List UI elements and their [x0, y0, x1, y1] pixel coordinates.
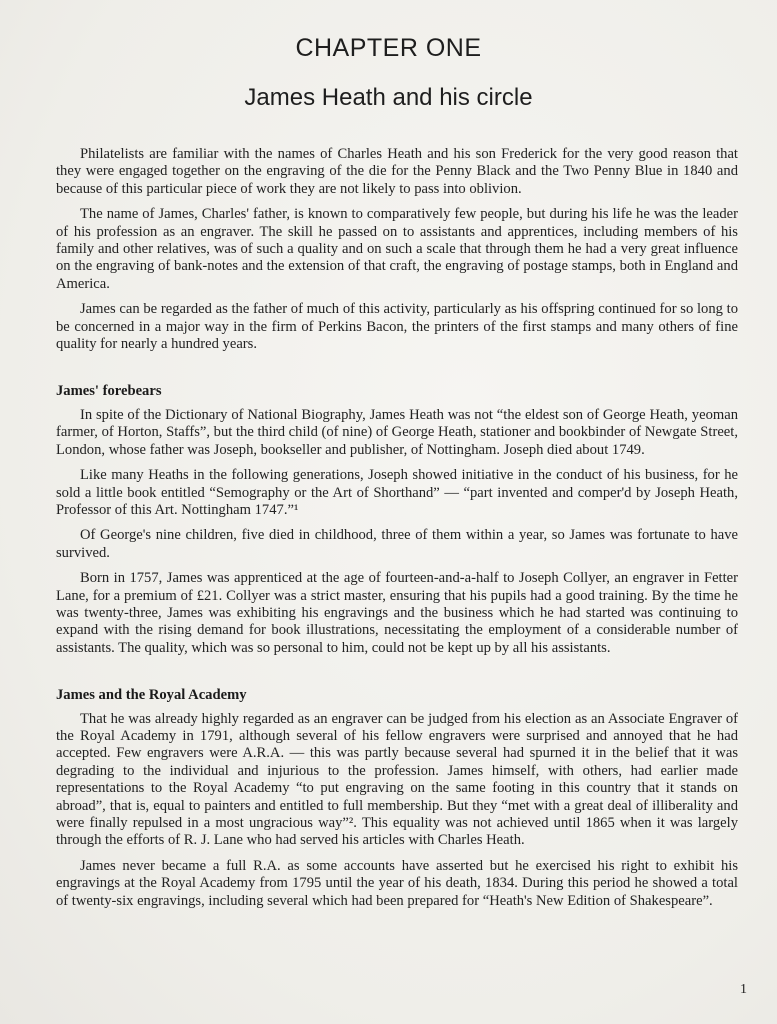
section-heading-royal-academy: James and the Royal Academy	[56, 687, 247, 704]
paragraph: The name of James, Charles' father, is known to comparatively few people, but during his life he was the leader of his profession as an engraver. The skill he passed on to assistants and apprentices, including members of his family and other relatives, was of such a quality and on such a scale that through them he had a very great influence on the engraving of bank-notes and the extension of that craft, the engraving of postage stamps, both in England and America.	[56, 206, 738, 292]
paragraph: James can be regarded as the father of much of this activity, particularly as his offspring continued for so long to be concerned in a major way in the firm of Perkins Bacon, the printers of the first stamps and many others of fine quality for nearly a hundred years.	[56, 301, 738, 353]
section-heading-forebears: James' forebears	[56, 383, 162, 400]
paragraph: That he was already highly regarded as an engraver can be judged from his election as an Associate Engraver of the Royal Academy in 1791, although several of his fellow engravers were surprised and annoyed that he had accepted. Few engravers were A.R.A. — this was partly because several had spurned it in the belief that it was degrading to the individual and injurious to the profession. James himself, with others, had earlier made representations to the Royal Academy “to put engraving on the same footing in this country that it stands on abroad”, that is, equal to painters and entitled to full membership. But they “met with a great deal of illiberality and were finally repulsed in a most ungracious way”². This equality was not achieved until 1865 when it was largely through the efforts of R. J. Lane who had served his articles with Charles Heath.	[56, 710, 738, 849]
paragraph: Philatelists are familiar with the names of Charles Heath and his son Frederick for the very good reason that they were engaged together on the engraving of the die for the Penny Black and the Two Penny Blue in 1840 and because of this particular piece of work they are not likely to pass into oblivion.	[56, 146, 738, 197]
paragraph: Like many Heaths in the following generations, Joseph showed initiative in the conduct of his business, for he sold a little book entitled “Semography or the Art of Shorthand” — “part invented and comper'd by Joseph Heath, Professor of this Art. Nottingham 1747.”¹	[56, 467, 738, 518]
chapter-label: CHAPTER ONE	[295, 34, 482, 62]
spacer	[56, 361, 738, 383]
page-number: 1	[740, 982, 747, 997]
chapter-title: James Heath and his circle	[244, 84, 533, 111]
paragraph: In spite of the Dictionary of National Biography, James Heath was not “the eldest son of George Heath, yeoman farmer, of Horton, Staffs”, but the third child (of nine) of George Heath, stationer and bookbinder of Newgate Street, London, whose father was Joseph, bookseller and publisher, of Nottingham. Joseph died about 1749.	[56, 406, 738, 458]
spacer	[56, 665, 738, 687]
paragraph: Born in 1757, James was apprenticed at the age of fourteen-and-a-half to Joseph Collyer, an engraver in Fetter Lane, for a premium of £21. Collyer was a strict master, ensuring that his pupils had a good training. By the time he was twenty-three, James was exhibiting his engravings and the business which he had started was continuing to expand with the rising demand for book illustrations, necessitating the employment of a considerable number of assistants. The quality, which was so personal to him, could not be kept up by all his assistants.	[56, 570, 738, 656]
body-text	[56, 146, 738, 918]
paragraph: James never became a full R.A. as some accounts have asserted but he exercised his right to exhibit his engravings at the Royal Academy from 1795 until the year of his death, 1834. During this period he showed a total of twenty-six engravings, including several which had been prepared for “Heath's New Edition of Shakespeare”.	[56, 857, 738, 909]
paragraph: Of George's nine children, five died in childhood, three of them within a year, so James was fortunate to have survived.	[56, 527, 738, 561]
